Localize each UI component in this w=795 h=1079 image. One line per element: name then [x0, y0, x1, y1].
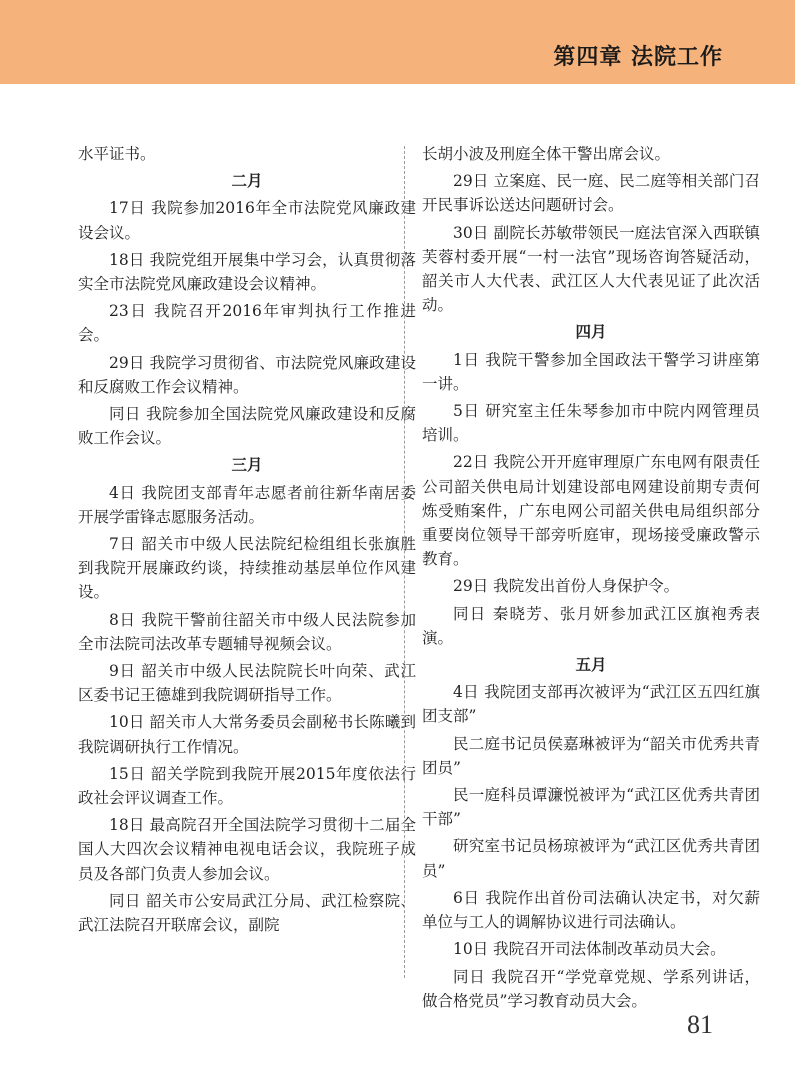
chronicle-entry: 8日 我院干警前往韶关市中级人民法院参加全市法院司法改革专题辅导视频会议。: [78, 610, 416, 653]
chronicle-entry: 同日 秦晓芳、张月妍参加武江区旗袍秀表演。: [422, 604, 760, 647]
chronicle-entry: 10日 韶关市人大常务委员会副秘书长陈曦到我院调研执行工作情况。: [78, 713, 416, 756]
month-heading: 二月: [231, 172, 263, 191]
left-column: [78, 142, 416, 940]
month-heading: 四月: [575, 323, 607, 342]
month-heading: 五月: [575, 656, 607, 675]
chronicle-entry: 长胡小波及刑庭全体干警出席会议。: [422, 145, 671, 163]
chronicle-entry: 7日 韶关市中级人民法院纪检组组长张旗胜到我院开展廉政约谈，持续推动基层单位作风建设。: [78, 535, 416, 602]
chronicle-entry: 5日 研究室主任朱琴参加市中院内网管理员培训。: [422, 402, 760, 445]
page-number: 81: [687, 1010, 713, 1039]
chronicle-entry: 29日 我院学习贯彻省、市法院党风廉政建设和反腐败工作会议精神。: [78, 353, 416, 396]
header-band: [0, 0, 795, 84]
chronicle-entry: 研究室书记员杨琼被评为“武江区优秀共青团员”: [422, 837, 760, 880]
column-divider: [404, 146, 405, 978]
chronicle-entry: 29日 立案庭、民一庭、民二庭等相关部门召开民事诉讼送达问题研讨会。: [422, 172, 760, 215]
chronicle-entry: 6日 我院作出首份司法确认决定书，对欠薪单位与工人的调解协议进行司法确认。: [422, 888, 760, 932]
chronicle-entry: 水平证书。: [78, 145, 156, 163]
chronicle-entry: 29日 我院发出首份人身保护令。: [453, 577, 680, 596]
right-column: [422, 142, 760, 1016]
chronicle-entry: 4日 我院团支部青年志愿者前往新华南居委开展学雷锋志愿服务活动。: [78, 483, 416, 526]
chronicle-entry: 15日 韶关学院到我院开展2015年度依法行政社会评议调查工作。: [78, 764, 416, 808]
chronicle-entry: 民一庭科员谭濂悦被评为“武江区优秀共青团干部”: [422, 786, 760, 829]
chronicle-entry: 17日 我院参加2016年全市法院党风廉政建设会议。: [78, 199, 416, 242]
chronicle-entry: 民二庭书记员侯嘉琳被评为“韶关市优秀共青团员”: [422, 734, 760, 777]
chronicle-entry: 同日 我院召开“学党章党规、学系列讲话，做合格党员”学习教育动员大会。: [422, 967, 760, 1010]
chronicle-entry: 10日 我院召开司法体制改革动员大会。: [453, 940, 726, 959]
chapter-title: 第四章 法院工作: [553, 45, 723, 70]
chronicle-entry: 18日 我院党组开展集中学习会，认真贯彻落实全市法院党风廉政建设会议精神。: [78, 250, 416, 294]
chronicle-entry: 1日 我院干警参加全国政法干警学习讲座第一讲。: [422, 350, 760, 393]
chronicle-entry: 23日 我院召开2016年审判执行工作推进会。: [78, 302, 416, 345]
chronicle-entry: 22日 我院公开开庭审理原广东电网有限责任公司韶关供电局计划建设部电网建设前期专责何炼受贿案件，广东电网公司韶关供电局组织部分重要岗位领导干部旁听庭审，现场接受廉政警示教育。: [422, 453, 760, 569]
chronicle-entry: 4日 我院团支部再次被评为“武江区五四红旗团支部”: [422, 683, 760, 726]
chronicle-entry: 30日 副院长苏敏带领民一庭法官深入西联镇芙蓉村委开展“一村一法官”现场咨询答疑活动，韶关市人大代表、武江区人大代表见证了此次活动。: [422, 223, 760, 315]
chronicle-entry: 同日 韶关市公安局武江分局、武江检察院、武江法院召开联席会议，副院: [78, 891, 416, 935]
chronicle-entry: 9日 韶关市中级人民法院院长叶向荣、武江区委书记王德雄到我院调研指导工作。: [78, 662, 416, 705]
month-heading: 三月: [231, 456, 263, 475]
chronicle-entry: 同日 我院参加全国法院党风廉政建设和反腐败工作会议。: [78, 405, 416, 448]
chronicle-entry: 18日 最高院召开全国法院学习贯彻十二届全国人大四次会议精神电视电话会议，我院班子成员及各部门负责人参加会议。: [78, 816, 416, 883]
